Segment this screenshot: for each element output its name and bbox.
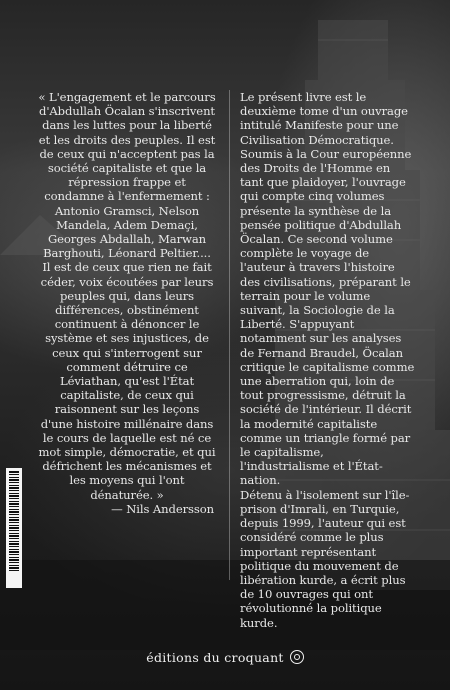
barcode-bars (9, 471, 19, 571)
quote-text: « L'engagement et le parcours d'Abdullah Öcalan s'inscrivent dans les luttes pour la liberté et les droits des peuples. Il est de ceux qui n'acceptent pas la société capitaliste et que la répression frappe et condamne à l'enfermement : Antonio Gramsci, Nelson Mandela, Adem Demaçi, Georges Abdallah, Marwan Barghouti, Léonard Peltier.... Il est de ceux que rien ne fait céder, voix écoutées par leurs peuples qui, dans leurs différences, obstinément continuent à dénoncer le système et ses injustices, de ceux qui s'interrogent sur comment détruire ce Léviathan, qu'est l'État capitaliste, de ceux qui raisonnent sur les leçons d'une histoire millénaire dans le cours de laquelle est né ce mot simple, démocratie, et qui défrichent les mécanismes et les moyens qui l'ont dénaturée. » (38, 90, 216, 502)
publisher-line (0, 650, 450, 665)
publisher-logo-icon (290, 650, 304, 664)
isbn-barcode (6, 468, 22, 588)
left-column (38, 90, 216, 516)
publisher-name: éditions du croquant (146, 650, 284, 665)
right-column (240, 90, 415, 630)
book-description: Le présent livre est le deuxième tome d'un ouvrage intitulé Manifeste pour une Civilisation Démocratique. Soumis à la Cour européenne des Droits de l'Homme en tant que plaidoyer, l'ouvrage qui compte cinq volumes présente la synthèse de la pensée politique d'Abdullah Öcalan. Ce second volume complète le voyage de l'auteur à travers l'histoire des civilisations, préparant le terrain pour le volume suivant, la Sociologie de la Liberté. S'appuyant notamment sur les analyses de Fernand Braudel, Öcalan critique le capitalisme comme une aberration qui, loin de tout progressisme, détruit la société de l'intérieur. Il décrit la modernité capitaliste comme un triangle formé par le capitalisme, l'industrialisme et l'État-nation. (240, 90, 415, 488)
author-bio: Détenu à l'isolement sur l'île-prison d'Imrali, en Turquie, depuis 1999, l'auteur qui est considéré comme le plus important représentant politique du mouvement de libération kurde, a écrit plus de 10 ouvrages qui ont révolutionné la politique kurde. (240, 487, 410, 630)
column-divider (229, 90, 230, 580)
quote-attribution: — Nils Andersson (111, 501, 214, 516)
